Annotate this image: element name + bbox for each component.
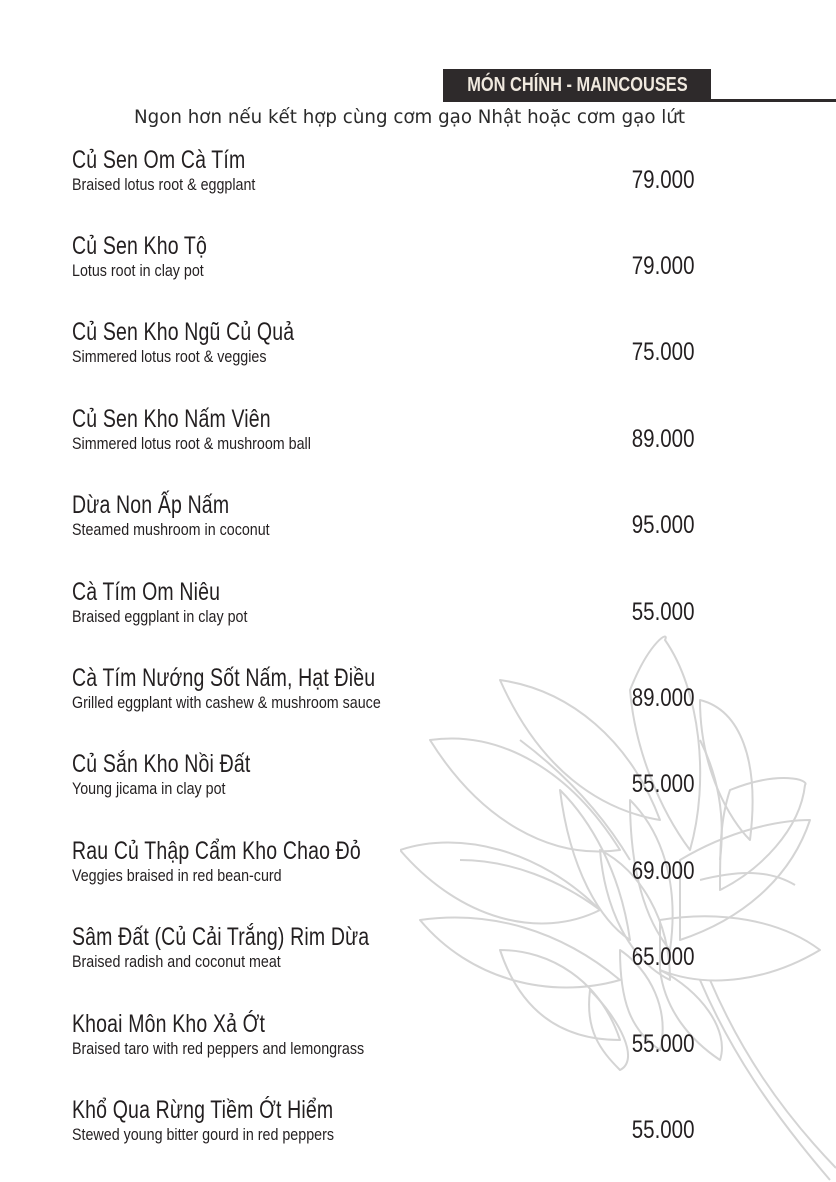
item-name: Khoai Môn Kho Xả Ớt — [72, 1010, 266, 1038]
section-title: MÓN CHÍNH - MAINCOUSES — [466, 74, 688, 96]
item-price: 55.000 — [631, 1030, 694, 1058]
item-price: 89.000 — [631, 425, 694, 453]
item-price: 69.000 — [631, 857, 694, 885]
menu-item — [72, 318, 712, 404]
header-rule — [711, 99, 836, 102]
item-price: 75.000 — [631, 338, 694, 366]
menu-item — [72, 664, 712, 750]
item-description: Braised eggplant in clay pot — [72, 607, 248, 626]
item-name: Sâm Đất (Củ Cải Trắng) Rim Dừa — [72, 923, 370, 951]
item-description: Grilled eggplant with cashew & mushroom sauce — [72, 693, 381, 712]
menu-item — [72, 923, 712, 1009]
item-price: 95.000 — [631, 511, 694, 539]
menu-item — [72, 1096, 712, 1182]
item-description: Braised taro with red peppers and lemongrass — [72, 1039, 365, 1058]
subtitle-text: Ngon hơn nếu kết hợp cùng cơm gạo Nhật hoặc cơm gạo lứt — [134, 106, 686, 128]
menu-item — [72, 491, 712, 577]
item-price: 79.000 — [631, 252, 694, 280]
item-description: Veggies braised in red bean-curd — [72, 866, 282, 885]
item-name: Củ Sen Om Cà Tím — [72, 146, 246, 174]
item-name: Cà Tím Om Niêu — [72, 578, 221, 606]
item-name: Củ Sen Kho Nấm Viên — [72, 405, 271, 433]
item-description: Lotus root in clay pot — [72, 261, 204, 280]
item-price: 79.000 — [631, 166, 694, 194]
item-description: Simmered lotus root & veggies — [72, 347, 267, 366]
item-description: Stewed young bitter gourd in red peppers — [72, 1125, 334, 1144]
item-name: Dừa Non Ấp Nấm — [72, 491, 230, 519]
menu-item — [72, 837, 712, 923]
section-header — [443, 69, 711, 102]
item-name: Củ Sen Kho Ngũ Củ Quả — [72, 318, 295, 346]
item-name: Khổ Qua Rừng Tiềm Ớt Hiểm — [72, 1096, 334, 1124]
item-price: 55.000 — [631, 598, 694, 626]
item-description: Steamed mushroom in coconut — [72, 520, 270, 539]
item-description: Young jicama in clay pot — [72, 779, 226, 798]
menu-item — [72, 405, 712, 491]
item-name: Rau Củ Thập Cẩm Kho Chao Đỏ — [72, 837, 361, 865]
menu-item — [72, 578, 712, 664]
item-description: Braised radish and coconut meat — [72, 952, 281, 971]
item-name: Củ Sắn Kho Nồi Đất — [72, 750, 251, 778]
menu-item — [72, 1010, 712, 1096]
menu-item — [72, 232, 712, 318]
section-subtitle — [134, 106, 694, 128]
item-name: Củ Sen Kho Tộ — [72, 232, 208, 260]
item-description: Braised lotus root & eggplant — [72, 175, 256, 194]
item-description: Simmered lotus root & mushroom ball — [72, 434, 311, 453]
menu-item — [72, 750, 712, 836]
item-price: 89.000 — [631, 684, 694, 712]
item-price: 65.000 — [631, 943, 694, 971]
item-price: 55.000 — [631, 1116, 694, 1144]
item-name: Cà Tím Nướng Sốt Nấm, Hạt Điều — [72, 664, 376, 692]
item-price: 55.000 — [631, 770, 694, 798]
menu-item — [72, 146, 712, 232]
